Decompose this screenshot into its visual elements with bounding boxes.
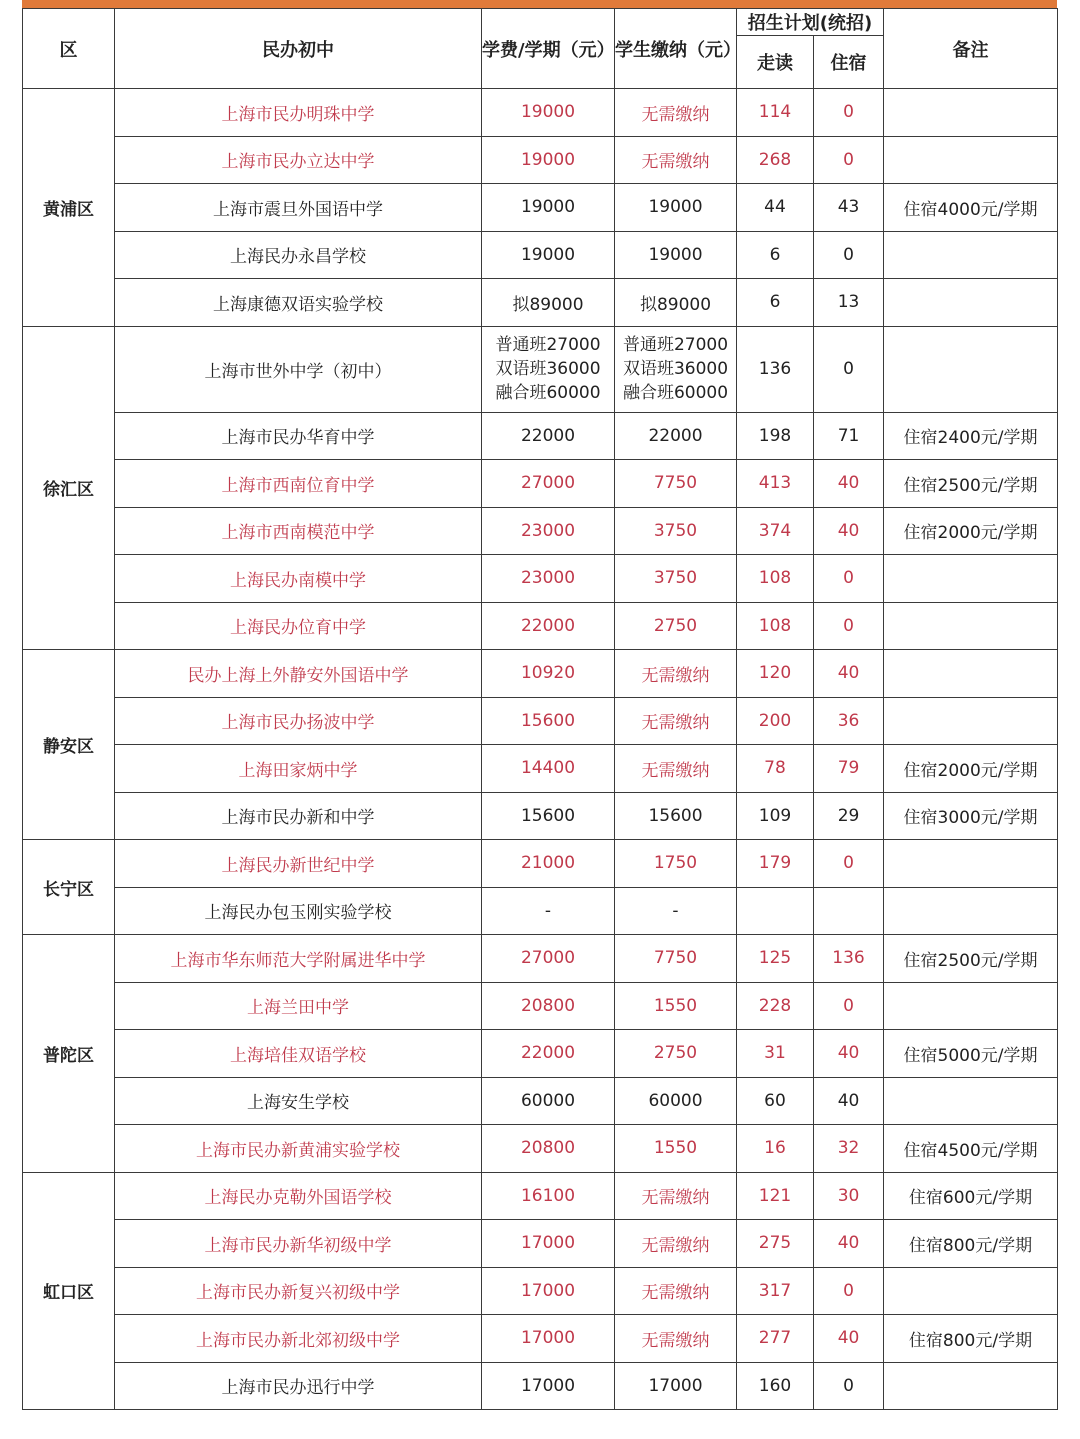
district-cell: 普陀区 [23,935,115,1173]
remark-cell [884,1077,1058,1125]
board-cell: 0 [814,1267,884,1315]
school-name: 上海市西南模范中学 [115,507,482,555]
day-cell: 179 [737,840,814,888]
tuition-cell: 19000 [482,231,615,279]
day-cell: 6 [737,231,814,279]
tuition-cell: 23000 [482,507,615,555]
school-name: 民办上海上外静安外国语中学 [115,650,482,698]
pay-cell: 3750 [615,507,737,555]
table-row [23,887,1058,935]
school-name: 上海民办南模中学 [115,555,482,603]
board-cell: 40 [814,1220,884,1268]
board-cell: 0 [814,602,884,650]
board-cell: 40 [814,650,884,698]
day-cell: 200 [737,697,814,745]
pay-cell: 无需缴纳 [615,89,737,137]
school-name: 上海田家炳中学 [115,745,482,793]
remark-cell: 住宿3000元/学期 [884,792,1058,840]
remark-cell: 住宿2500元/学期 [884,460,1058,508]
pay-cell: 无需缴纳 [615,1267,737,1315]
table-row [23,840,1058,888]
school-name: 上海市震旦外国语中学 [115,184,482,232]
table-row [23,507,1058,555]
remark-cell [884,650,1058,698]
day-cell: 228 [737,982,814,1030]
tuition-cell: 17000 [482,1220,615,1268]
remark-cell [884,697,1058,745]
board-cell: 0 [814,89,884,137]
table-row [23,982,1058,1030]
school-fee-table [22,8,1058,1410]
board-cell: 40 [814,507,884,555]
remark-cell [884,279,1058,327]
day-cell: 198 [737,412,814,460]
remark-cell [884,602,1058,650]
table-row [23,412,1058,460]
table-row [23,279,1058,327]
pay-cell [615,326,737,412]
tuition-cell: 22000 [482,412,615,460]
day-cell: 136 [737,326,814,412]
day-cell: 317 [737,1267,814,1315]
tuition-cell: 23000 [482,555,615,603]
board-cell: 136 [814,935,884,983]
tuition-cell: 27000 [482,935,615,983]
tuition-cell: 20800 [482,1125,615,1173]
district-cell: 虹口区 [23,1172,115,1410]
school-name: 上海市民办新和中学 [115,792,482,840]
header-plan: 招生计划(统招) [737,9,884,36]
remark-cell: 住宿2000元/学期 [884,507,1058,555]
pay-cell: 19000 [615,231,737,279]
tuition-cell: 21000 [482,840,615,888]
day-cell: 160 [737,1362,814,1410]
table-row [23,1220,1058,1268]
day-cell: 108 [737,555,814,603]
board-cell: 30 [814,1172,884,1220]
header-student-pay: 学生缴纳（元） [615,9,737,89]
board-cell: 36 [814,697,884,745]
day-cell: 120 [737,650,814,698]
pay-line: 融合班60000 [622,383,729,403]
tuition-cell: 27000 [482,460,615,508]
table-row [23,136,1058,184]
tuition-line: 双语班36000 [495,359,601,379]
remark-cell: 住宿2000元/学期 [884,745,1058,793]
remark-cell: 住宿4000元/学期 [884,184,1058,232]
remark-cell: 住宿800元/学期 [884,1315,1058,1363]
table-row [23,326,1058,412]
remark-cell [884,1362,1058,1410]
school-name: 上海市民办新华初级中学 [115,1220,482,1268]
board-cell: 0 [814,231,884,279]
header-remark: 备注 [884,9,1058,89]
board-cell: 32 [814,1125,884,1173]
remark-cell [884,555,1058,603]
tuition-line: 融合班60000 [495,383,601,403]
day-cell: 6 [737,279,814,327]
school-name: 上海安生学校 [115,1077,482,1125]
day-cell: 114 [737,89,814,137]
district-cell: 黄浦区 [23,89,115,327]
day-cell: 31 [737,1030,814,1078]
board-cell: 79 [814,745,884,793]
tuition-cell: 19000 [482,184,615,232]
table-row [23,460,1058,508]
table-row [23,1362,1058,1410]
pay-cell: 1550 [615,982,737,1030]
school-name: 上海市民办新黄浦实验学校 [115,1125,482,1173]
remark-cell: 住宿600元/学期 [884,1172,1058,1220]
board-cell: 0 [814,136,884,184]
remark-cell [884,982,1058,1030]
school-name: 上海民办新世纪中学 [115,840,482,888]
tuition-cell: - [482,887,615,935]
header-district: 区 [23,9,115,89]
tuition-cell: 22000 [482,1030,615,1078]
pay-cell: 2750 [615,1030,737,1078]
header-tuition: 学费/学期（元） [482,9,615,89]
table-row [23,184,1058,232]
board-cell: 0 [814,555,884,603]
school-name: 上海市民办新复兴初级中学 [115,1267,482,1315]
board-cell: 0 [814,840,884,888]
pay-line: 双语班36000 [622,359,729,379]
board-cell [814,887,884,935]
school-name: 上海培佳双语学校 [115,1030,482,1078]
board-cell: 71 [814,412,884,460]
day-cell: 268 [737,136,814,184]
pay-cell: 无需缴纳 [615,697,737,745]
remark-cell [884,326,1058,412]
table-row [23,89,1058,137]
day-cell: 108 [737,602,814,650]
school-name: 上海民办永昌学校 [115,231,482,279]
pay-cell: 22000 [615,412,737,460]
pay-cell: 无需缴纳 [615,1315,737,1363]
table-row [23,231,1058,279]
pay-cell: 2750 [615,602,737,650]
remark-cell [884,887,1058,935]
table-row [23,935,1058,983]
school-name: 上海市民办明珠中学 [115,89,482,137]
pay-cell: 1550 [615,1125,737,1173]
pay-cell: 1750 [615,840,737,888]
day-cell: 277 [737,1315,814,1363]
day-cell: 16 [737,1125,814,1173]
pay-cell: 19000 [615,184,737,232]
table-row [23,1315,1058,1363]
day-cell: 60 [737,1077,814,1125]
school-name: 上海市民办立达中学 [115,136,482,184]
tuition-cell: 15600 [482,697,615,745]
tuition-cell: 19000 [482,89,615,137]
day-cell: 275 [737,1220,814,1268]
pay-cell: 拟89000 [615,279,737,327]
remark-cell [884,231,1058,279]
board-cell: 43 [814,184,884,232]
day-cell: 413 [737,460,814,508]
tuition-cell: 20800 [482,982,615,1030]
board-cell: 40 [814,1030,884,1078]
board-cell: 40 [814,1077,884,1125]
table-row [23,697,1058,745]
table-row [23,1267,1058,1315]
pay-cell: - [615,887,737,935]
table-row [23,745,1058,793]
pay-cell: 7750 [615,460,737,508]
tuition-cell: 14400 [482,745,615,793]
board-cell: 0 [814,326,884,412]
tuition-cell: 17000 [482,1362,615,1410]
pay-cell: 无需缴纳 [615,1172,737,1220]
remark-cell [884,1267,1058,1315]
school-name: 上海民办包玉刚实验学校 [115,887,482,935]
day-cell: 78 [737,745,814,793]
school-name: 上海市民办华育中学 [115,412,482,460]
tuition-cell: 10920 [482,650,615,698]
remark-cell: 住宿800元/学期 [884,1220,1058,1268]
table-row [23,792,1058,840]
school-name: 上海市民办扬波中学 [115,697,482,745]
district-cell: 静安区 [23,650,115,840]
school-name: 上海民办克勒外国语学校 [115,1172,482,1220]
tuition-cell: 19000 [482,136,615,184]
board-cell: 0 [814,1362,884,1410]
table-row [23,1030,1058,1078]
remark-cell [884,840,1058,888]
school-name: 上海市世外中学（初中） [115,326,482,412]
pay-line: 普通班27000 [622,335,729,355]
board-cell: 13 [814,279,884,327]
tuition-cell [482,326,615,412]
day-cell [737,887,814,935]
table-row [23,1125,1058,1173]
district-cell: 长宁区 [23,840,115,935]
header-board: 住宿 [814,36,884,89]
day-cell: 44 [737,184,814,232]
tuition-cell: 15600 [482,792,615,840]
board-cell: 40 [814,1315,884,1363]
top-accent-bar [22,0,1057,8]
remark-cell [884,136,1058,184]
school-name: 上海市民办迅行中学 [115,1362,482,1410]
table-row [23,650,1058,698]
table-row [23,1077,1058,1125]
school-name: 上海兰田中学 [115,982,482,1030]
pay-cell: 3750 [615,555,737,603]
remark-cell: 住宿2400元/学期 [884,412,1058,460]
pay-cell: 无需缴纳 [615,650,737,698]
header-school: 民办初中 [115,9,482,89]
pay-cell: 无需缴纳 [615,136,737,184]
table-row [23,1172,1058,1220]
pay-cell: 60000 [615,1077,737,1125]
pay-cell: 无需缴纳 [615,745,737,793]
pay-cell: 7750 [615,935,737,983]
tuition-cell: 拟89000 [482,279,615,327]
day-cell: 121 [737,1172,814,1220]
tuition-cell: 22000 [482,602,615,650]
board-cell: 0 [814,982,884,1030]
school-name: 上海民办位育中学 [115,602,482,650]
school-name: 上海市华东师范大学附属进华中学 [115,935,482,983]
pay-cell: 17000 [615,1362,737,1410]
board-cell: 29 [814,792,884,840]
pay-cell: 15600 [615,792,737,840]
day-cell: 125 [737,935,814,983]
school-name: 上海康德双语实验学校 [115,279,482,327]
header-day: 走读 [737,36,814,89]
remark-cell [884,89,1058,137]
table-row [23,602,1058,650]
district-cell: 徐汇区 [23,326,115,650]
school-name: 上海市西南位育中学 [115,460,482,508]
tuition-line: 普通班27000 [495,335,601,355]
remark-cell: 住宿4500元/学期 [884,1125,1058,1173]
tuition-cell: 16100 [482,1172,615,1220]
tuition-cell: 17000 [482,1315,615,1363]
tuition-cell: 17000 [482,1267,615,1315]
day-cell: 374 [737,507,814,555]
remark-cell: 住宿2500元/学期 [884,935,1058,983]
day-cell: 109 [737,792,814,840]
board-cell: 40 [814,460,884,508]
pay-cell: 无需缴纳 [615,1220,737,1268]
table-row [23,555,1058,603]
tuition-cell: 60000 [482,1077,615,1125]
school-name: 上海市民办新北郊初级中学 [115,1315,482,1363]
remark-cell: 住宿5000元/学期 [884,1030,1058,1078]
